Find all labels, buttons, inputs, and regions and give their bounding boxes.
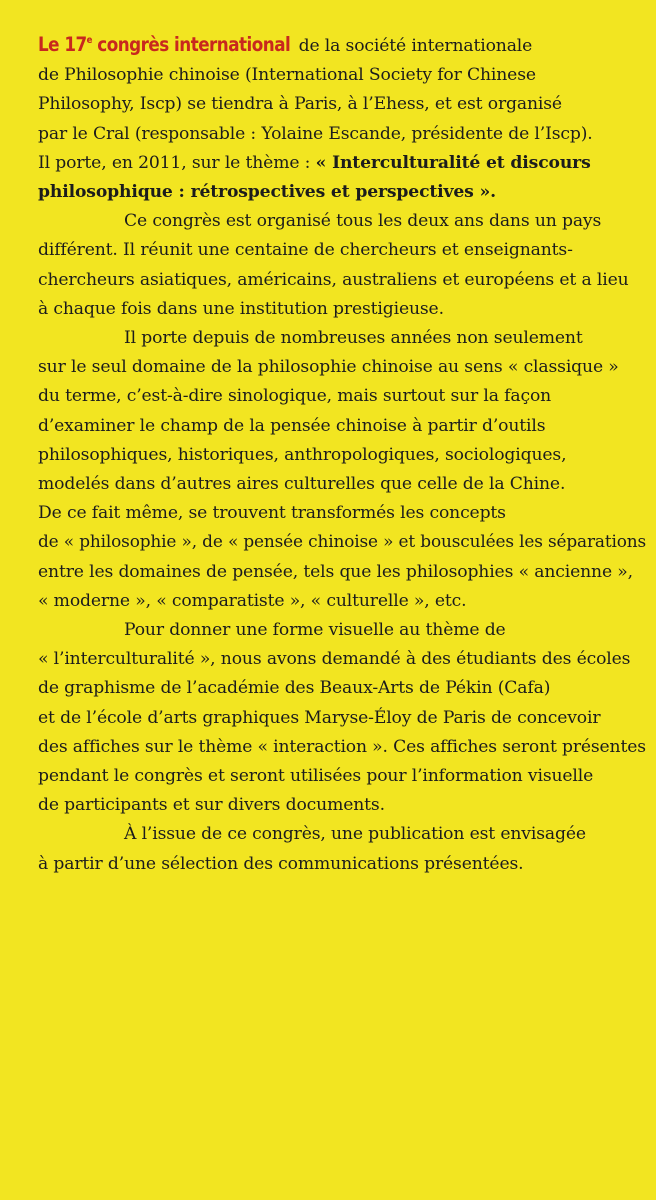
theme-title-part-1: « Interculturalité et discours — [315, 152, 591, 173]
p3-line: d’examiner le champ de la pensée chinoise à partir d’outils — [38, 415, 546, 436]
headline-superscript: e — [86, 35, 92, 46]
paragraph-4 — [38, 616, 646, 820]
p2-line: Ce congrès est organisé tous les deux ans dans un pays — [124, 211, 602, 232]
p3-line: philosophiques, historiques, anthropologiques, sociologiques, — [38, 444, 567, 465]
p4-line: Pour donner une forme visuelle au thème de — [124, 620, 506, 641]
intro-line-5 — [38, 149, 638, 178]
headline — [38, 30, 290, 59]
p3-line: « moderne », « comparatiste », « culturelle », etc. — [38, 590, 467, 611]
p4-line: « l’interculturalité », nous avons demandé à des étudiants des écoles — [38, 649, 631, 670]
paragraph-5 — [38, 820, 638, 878]
p3-line: modelés dans d’autres aires culturelles que celle de la Chine. — [38, 474, 566, 495]
p2-line: à chaque fois dans une institution prestigieuse. — [38, 298, 444, 319]
p3-line: de « philosophie », de « pensée chinoise » et bousculées les séparations — [38, 532, 647, 553]
p3-line: entre les domaines de pensée, tels que les philosophies « ancienne », — [38, 561, 633, 582]
p4-line: pendant le congrès et seront utilisées pour l’information visuelle — [38, 766, 594, 787]
paragraph-3 — [38, 324, 647, 616]
intro-line-1 — [38, 30, 638, 61]
intro-line-1-rest: de la société internationale — [293, 36, 533, 56]
headline-text: congrès international — [91, 33, 291, 56]
p5-line: À l’issue de ce congrès, une publication est envisagée — [124, 824, 586, 845]
p2-line: différent. Il réunit une centaine de chercheurs et enseignants- — [38, 240, 573, 261]
p3-line: De ce fait même, se trouvent transformés les concepts — [38, 503, 506, 524]
headline-number: Le 17 — [38, 33, 87, 56]
p3-line: du terme, c’est-à-dire sinologique, mais surtout sur la façon — [38, 386, 552, 407]
document-body — [38, 30, 647, 879]
p4-line: de participants et sur divers documents. — [38, 795, 385, 816]
p4-line: de graphisme de l’académie des Beaux-Arts de Pékin (Cafa) — [38, 678, 551, 699]
p4-line: des affiches sur le thème « interaction ». Ces affiches seront présentes — [38, 736, 646, 757]
theme-title-part-2: philosophique : rétrospectives et perspectives ». — [38, 182, 496, 203]
p3-line: Il porte depuis de nombreuses années non seulement — [124, 328, 583, 349]
intro-line-3: Philosophy, Iscp) se tiendra à Paris, à l’Ehess, et est organisé — [38, 94, 562, 115]
p4-line: et de l’école d’arts graphiques Maryse-Éloy de Paris de concevoir — [38, 707, 601, 728]
intro-line-2: de Philosophie chinoise (International Society for Chinese — [38, 65, 536, 86]
paragraph-intro — [38, 30, 638, 207]
intro-line-5-text: Il porte, en 2011, sur le thème : — [38, 152, 316, 173]
paragraph-2 — [38, 207, 638, 324]
p5-line: à partir d’une sélection des communications présentées. — [38, 853, 524, 874]
p2-line: chercheurs asiatiques, américains, australiens et européens et a lieu — [38, 269, 629, 290]
p3-line: sur le seul domaine de la philosophie chinoise au sens « classique » — [38, 357, 619, 378]
intro-line-4: par le Cral (responsable : Yolaine Escande, présidente de l’Iscp). — [38, 123, 593, 144]
